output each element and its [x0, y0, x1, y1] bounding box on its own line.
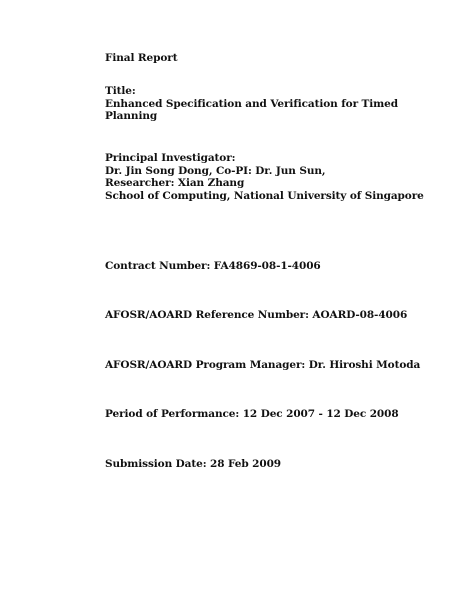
contract-number: Contract Number: FA4869-08-1-4006 [105, 260, 321, 272]
program-manager-block [105, 359, 445, 372]
submission-date: Submission Date: 28 Feb 2009 [105, 458, 281, 470]
report-heading: Final Report [105, 52, 178, 64]
program-manager: AFOSR/AOARD Program Manager: Dr. Hiroshi Motoda [105, 359, 421, 371]
institution-line: School of Computing, National University of Singapore [105, 189, 424, 202]
title-block [105, 85, 445, 123]
period-of-performance-block [105, 408, 445, 421]
submission-date-block [105, 458, 445, 471]
title-label: Title: [105, 85, 136, 97]
researcher-line: Researcher: Xian Zhang [105, 177, 245, 189]
pi-label: Principal Investigator: [105, 152, 236, 164]
pi-names-line: Dr. Jin Song Dong, Co-PI: Dr. Jun Sun, [105, 164, 326, 177]
report-heading-block [105, 52, 445, 65]
principal-investigator-block [105, 152, 445, 202]
title-line-2: Planning [105, 110, 158, 122]
reference-number: AFOSR/AOARD Reference Number: AOARD-08-4006 [105, 309, 408, 321]
title-line-1: Enhanced Specification and Verification for Timed [105, 97, 398, 110]
period-of-performance: Period of Performance: 12 Dec 2007 - 12 Dec 2008 [105, 408, 399, 420]
contract-number-block [105, 260, 445, 273]
reference-number-block [105, 309, 445, 322]
